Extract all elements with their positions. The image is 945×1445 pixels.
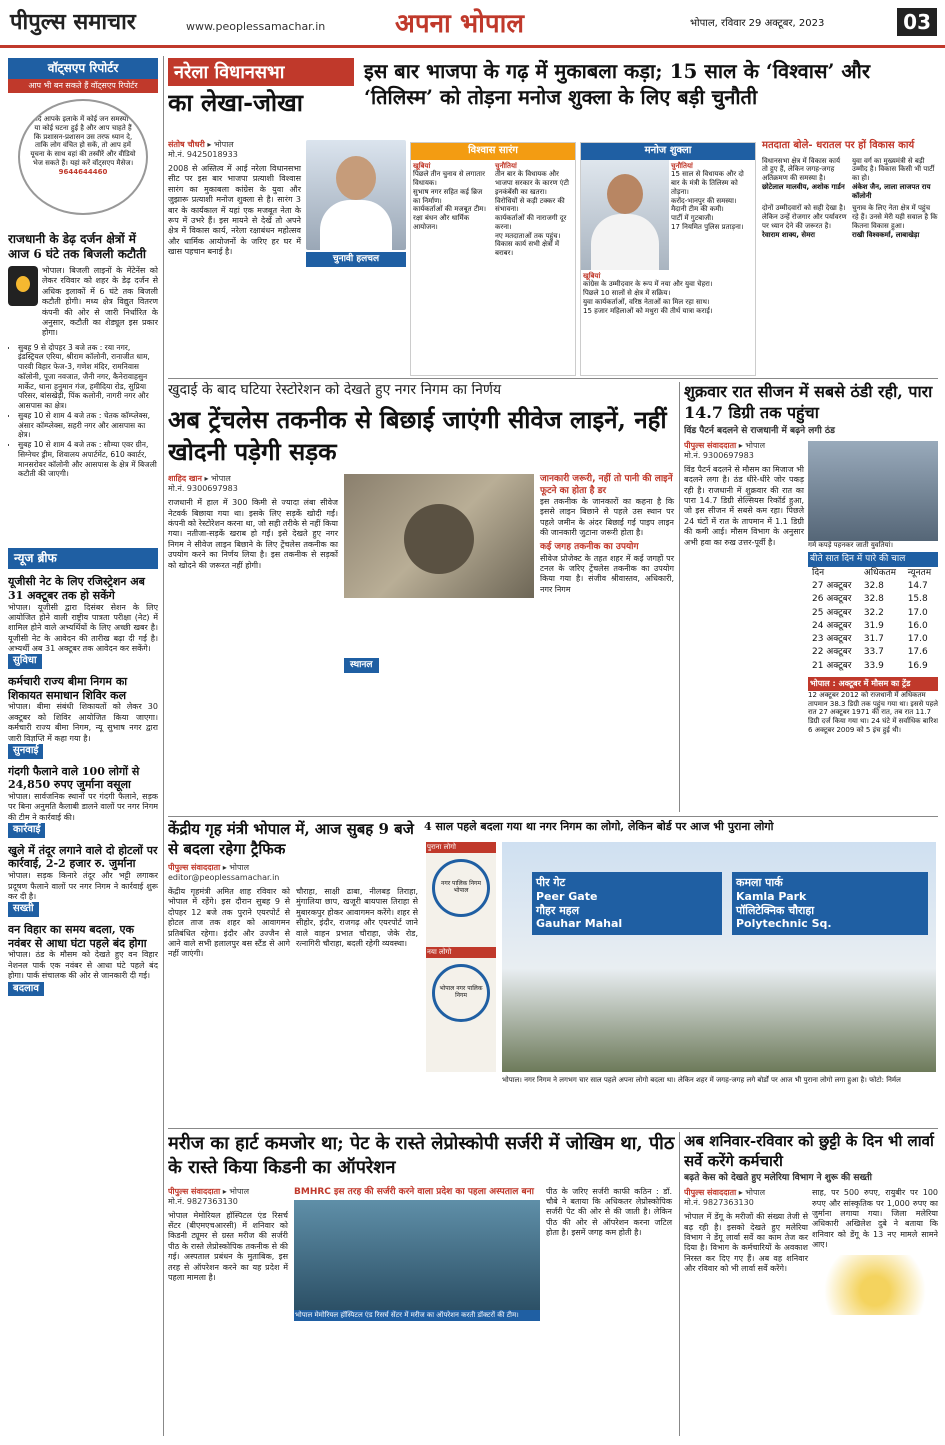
sewer-body-3: सीवेज प्रोजेक्ट के तहत शहर में कई जगहों पर टनल के जरिए ट्रेंचलेस तकनीक का उपयोग किया गया है। संजीव श्रीवास्तव, अधिकारी, नगर निगम <box>540 553 674 594</box>
sewer-headline: अब ट्रेंचलेस तकनीक से बिछाई जाएंगी सीवेज लाइनें, नहीं खोदनी पड़ेगी सड़क <box>168 404 667 466</box>
news-brief-column <box>8 548 158 1436</box>
old-logo-label: पुराना लोगो <box>426 842 496 853</box>
weather-mobile: मो.नं. 9300697983 <box>684 450 754 460</box>
temperature-table <box>808 567 938 673</box>
malaria-article: अब शनिवार-रविवार को छुट्टी के दिन भी लार्वा सर्वे करेंगे कर्मचारी बढ़ते केस को देखते हुए मलेरिया विभाग ने शुरू की सख्ती पीपुल्स संवाददाता ▸ भोपाल मो.नं. 9827363130 भोपाल में डेंगू के मरीजों की संख्या तेजी से बढ़ रही है। इसको देखते हुए मलेरिया विभाग ने डेंगू लार्वा सर्वे का काम तेज कर दिया है। विभाग के कर्मचारियों के अवकाश निरस्त कर दिए गए हैं। अब वह शनिवार और रविवार को भी लार्वा सर्वे करेंगे। साह, पर 500 रुपए, रायुबीर पर 100 रुपए और सांस्कृतिक पर 1,000 रुपए का जुर्माना लगाया गया। जिला मलेरिया अधिकारी अखिलेश दुबे ने बताया कि शनिवार को डेंगू के 13 नए मामले सामने आए। <box>684 1132 938 1436</box>
whatsapp-box <box>8 58 158 226</box>
weather-headline: शुक्रवार रात सीजन में सबसे ठंडी रही, पारा 14.7 डिग्री तक पहुंचा <box>684 382 933 422</box>
malaria-mobile: मो.नं. 9827363130 <box>684 1198 754 1208</box>
logo-board-headline: 4 साल पहले बदला गया था नगर निगम का लोगो, लेकिन बोर्ड पर आज भी पुराना लोगो <box>424 820 774 833</box>
surgery-body-2: पीठ के जरिए सर्जरी काफी कठिन : डॉ. चौबे ने बताया कि अधिकतर लेप्रोस्कोपिक सर्जरी पेट की ओर से की जाती है। लेकिन पीठ की ओर से ऑपरेशन करना जटिल होता है। इसमें जगह कम होती है। <box>546 1186 672 1238</box>
candidate-1-photo <box>306 140 406 250</box>
whatsapp-bubble <box>18 99 148 215</box>
surgery-mobile: मो.नं. 9827363130 <box>168 1196 238 1206</box>
challenge-item: करोंद-भानपुर की समस्या। <box>671 196 737 205</box>
dateline: भोपाल, रविवार 29 अक्टूबर, 2023 <box>690 18 825 29</box>
strength-item: कांग्रेस के उम्मीदवार के रूप में नया और युवा चेहरा। <box>583 280 713 289</box>
surgery-banner: BMHRC इस तरह की सर्जरी करने वाला प्रदेश का पहला अस्पताल बना <box>294 1186 534 1197</box>
election-headline: इस बार भाजपा के गढ़ में मुकाबला कड़ा; 15 साल के ‘विश्वास’ और ‘तिलिस्म’ को तोड़ना मनोज शुक्ला के लिए बड़ी चुनौती <box>364 59 871 109</box>
challenge-item: 17 नियमित पुलिस प्रताड़ना। <box>671 222 744 231</box>
sewer-photo <box>344 474 534 598</box>
traffic-body-2: चौराहा, साक्षी ढाबा, नीलबड़ तिराहा, मुंगालिया छाप, खजूरी बायपास तिराहा से मुबारकपुर होकर आवागमन करेंगे। शहर से सीहोर, इंदौर, राजगढ़ और एयरपोर्ट जाने वाले वाहन प्रभात चौराहा, जेके रोड, रत्नागिरी चौराहा, बदली रहेगी व्यवस्था। <box>296 887 418 948</box>
malaria-headline: अब शनिवार-रविवार को छुट्टी के दिन भी लार्वा सर्वे करेंगे कर्मचारी <box>684 1132 934 1170</box>
brief-body-5: भोपाल। ठंड के मौसम को देखते हुए वन विहार नेशनल पार्क एक नवंबर से आधा घंटे पहले बंद होगा। पार्क संचालक की ओर से जानकारी दी गई। <box>8 950 158 981</box>
voter-name: रेवाराम शाक्य, सेमरा <box>762 230 815 239</box>
malaria-body-2: साह, पर 500 रुपए, रायुबीर पर 100 रुपए और सांस्कृतिक पर 1,000 रुपए का जुर्माना लगाया गया। जिला मलेरिया अधिकारी अखिलेश दुबे ने बताया कि शनिवार को डेंगू के 13 नए मामले सामने आए। <box>812 1188 938 1250</box>
traffic-article: केंद्रीय गृह मंत्री भोपाल में, आज सुबह 9 बजे से बदला रहेगा ट्रैफिक पीपुल्स संवाददाता ▸ भोपाल editor@peoplessamachar.in केंद्रीय गृहमंत्री अमित शाह रविवार को भोपाल में रहेंगे। इस दौरान सुबह 9 से दोपहर 12 बजे तक पुराने एयरपोर्ट से होटल ताज तक शहर को आवागमन प्रतिबंधित रहेगा। इंदौर और उज्जैन से आने वाले सभी हलालपुर बस स्टैंड से आगे नहीं जाएंगी। चौराहा, साक्षी ढाबा, नीलबड़ तिराहा, मुंगालिया छाप, खजूरी बायपास तिराहा से मुबारकपुर होकर आवागमन करेंगे। शहर से सीहोर, इंदौर, राजगढ़ और एयरपोर्ट जाने वाले वाहन प्रभात चौराहा, जेके रोड, रत्नागिरी चौराहा, बदली रहेगी व्यवस्था। <box>168 820 418 959</box>
section-title: अपना भोपाल <box>395 9 524 39</box>
power-cut-list <box>8 343 158 480</box>
brief-body-1: भोपाल। यूजीसी द्वारा दिसंबर सेशन के लिए आयोजित होने वाली राष्ट्रीय पात्रता परीक्षा (नेट) में शामिल होने वाले अभ्यर्थियों के लिए अच्छी खबर है। यूजीसी नेट के आवेदन की तारीख बढ़ा दी गई है। अभ्यर्थी अब 31 अक्टूबर तक आवेदन कर सकेंगे। <box>8 602 158 654</box>
challenge-item: विकास कार्य सभी क्षेत्रों में बराबर। <box>495 240 560 257</box>
voter-quote: दोनों उम्मीदवारों को सही देखा है। लेकिन उन्हें रोजगार और पर्यावरण पर ध्यान देने की जरूरत है। <box>762 204 847 230</box>
newspaper-logo: पीपुल्स समाचार <box>10 9 136 35</box>
new-emblem: भोपाल नगर पालिक निगम <box>432 964 490 1022</box>
website-link[interactable]: www.peoplessamachar.in <box>186 20 326 33</box>
page-number: 03 <box>897 8 937 36</box>
sewer-city: भोपाल <box>211 474 231 484</box>
brief-tag-2: सुनवाई <box>8 744 43 759</box>
candidate-1-name: विश्वास सारंग <box>411 143 575 160</box>
weather-caption: गर्म कपड़े पहनकर जाती युवतियां। <box>808 540 894 549</box>
challenge-item: कार्यकर्ताओं की नाराजगी दूर करना। <box>495 214 567 231</box>
weather-body: विंड पैटर्न बदलने से मौसम का मिजाज भी बदलने लगा है। ठंड धीरे-धीरे जोर पकड़ रही है। राजधानी में शुक्रवार की रात का पारा 14.7 डिग्री सेल्सियस रिकॉर्ड हुआ, जो इस सीजन में सबसे कम रहा। पिछले 24 घंटों में रात के तापमान में 1.1 डिग्री की कमी आई। मौसम विभाग के अनुसार अभी हवा का रुख उत्तर-पूर्वी है। <box>684 464 804 547</box>
weather-photo <box>808 441 938 541</box>
election-section <box>168 56 938 376</box>
sign-text: Peer Gate <box>536 889 598 903</box>
whatsapp-body: यदि आपके इलाके में कोई जन समस्या है या कोई घटना हुई है और आप चाहते हैं कि प्रशासन-प्रशासन उस तरफ ध्यान दे, ताकि लोग वंचित हो सकें, तो आप हमें यूचना के साथ वहां की तस्वीरें और वीडियो भेज सकते हैं। यहां करें वॉट्सएप मैसेज। <box>30 115 136 167</box>
challenge-item: विरोधियों से कड़ी टक्कर की संभावना। <box>495 196 565 214</box>
voter-name: छोटेलाल मालवीय, अशोक गार्डन <box>762 182 845 191</box>
challenge-item: नए मतदाताओं तक पहुंच। <box>495 231 561 240</box>
challenge-item: तीन बार के विधायक और भाजपा सरकार के कारण एंटी इनकंबेंसी का खतरा। <box>495 170 569 196</box>
table-header: दिन <box>812 567 825 578</box>
sign-text: कमला पार्क <box>736 876 783 889</box>
challenges-label: चुनौतियां <box>495 161 517 170</box>
table-row: 24 अक्टूबर 31.9 16.0 <box>812 620 928 631</box>
voter-name: राखी विश्वकर्मा, लाबाखेड़ा <box>852 230 920 239</box>
news-brief-title: न्यूज ब्रीफ <box>8 548 158 569</box>
sign-text: पॉलिटेक्निक चौराहा <box>736 903 815 917</box>
whatsapp-sub: आप भी बन सकते हैं वॉट्सएप रिपोर्टर <box>8 79 158 93</box>
brief-tag-3: कार्रवाई <box>8 823 45 838</box>
surgery-headline: मरीज का हार्ट कमजोर था; पेट के रास्ते लेप्रोस्कोपी सर्जरी में जोखिम था, पीठ के रास्ते किया किडनी का ऑपरेशन <box>168 1133 675 1179</box>
weather-trend-body: 12 अक्टूबर 2012 को राजधानी में अधिकतम तापमान 38.3 डिग्री तक पहुंच गया था। इससे पहले रात 27 अक्टूबर 1971 की रात, तब रात 11.7 डिग्री दर्ज किया गया था। 24 घंटे में सर्वाधिक बारिश 6 अक्टूबर 2009 को 5 इंच हुई थी। <box>808 690 938 734</box>
voters-box <box>762 140 938 376</box>
table-row: 25 अक्टूबर 32.2 17.0 <box>812 607 928 618</box>
old-emblem: नगर पालिक निगम भोपाल <box>432 859 490 917</box>
power-cut-article <box>8 232 158 544</box>
surgery-caption: भोपाल मेमोरियल हॉस्पिटल एंड रिसर्च सेंटर में मरीज का ऑपरेशन करती डॉक्टरों की टीम। <box>294 1310 540 1321</box>
candidate-1-card <box>410 142 576 376</box>
sewer-body-2: इस तकनीक के जानकारों का कहना है कि इससे लाइन बिछाने से पहले उस स्थान पर पहले जमीन के अंदर बिछाई गई पाइप लाइन की जानकारी जुटाना जरूरी होता है। <box>540 496 674 537</box>
brief-body-3: भोपाल। सार्वजनिक स्थानों पर गंदगी फैलाने, सड़क पर बिना अनुमति कैलाबी डालने वालों पर नगर निगम की टीम ने कार्रवाई की। <box>8 792 158 822</box>
power-cut-item: • सुबह 9 से दोपहर 3 बजे तक : रया नगर, इंडस्ट्रियल एरिया, श्रीराम कॉलोनी, रानाजीत धाम, पारवी विहार फेज-3, गणेश मंदिर, रामनिवास कॉलोनी, पूजा नवजात, जैनी नगर, कैनेरावाहसुन मार्केट, थाना हनुमान गंज, हमीदिया रोड, सुप्रिया परिसर, बांसखेड़ी, पिंक कलोनी, नागरी नगर और आसपास का क्षेत्र। <box>18 343 158 411</box>
surgery-article: मरीज का हार्ट कमजोर था; पेट के रास्ते लेप्रोस्कोपी सर्जरी में जोखिम था, पीठ के रास्ते किया किडनी का ऑपरेशन पीपुल्स संवाददाता ▸ भोपाल मो.नं. 9827363130 भोपाल मेमोरियल हॉस्पिटल एंड रिसर्च सेंटर (बीएमएचआरसी) में शनिवार को किडनी ट्यूमर से ग्रस्त मरीज की सर्जरी पीठ के रास्ते लेप्रोस्कोपिक तकनीक से की गई। अस्पताल प्रबंधन के मुताबिक, इस तरह से ऑपरेशन करने का यह प्रदेश में पहला मामला है। BMHRC इस तरह की सर्जरी करने वाला प्रदेश का पहला अस्पताल बना भोपाल मेमोरियल हॉस्पिटल एंड रिसर्च सेंटर में मरीज का ऑपरेशन करती डॉक्टरों की टीम। पीठ के जरिए सर्जरी काफी कठिन : डॉ. चौबे ने बताया कि अधिकतर लेप्रोस्कोपिक सर्जरी पेट की ओर से की जाती है। लेकिन पीठ की ओर से ऑपरेशन करना जटिल होता है। इसमें जगह कम होती है। <box>168 1133 675 1319</box>
table-header: न्यूनतम <box>907 567 932 578</box>
strengths-label: खूबियां <box>413 161 431 170</box>
voter-quote: विधानसभा क्षेत्र में विकास कार्य तो हुए हैं, लेकिन जगह-जगह अतिक्रमण की समस्या है। <box>762 156 841 182</box>
malaria-subhead: बढ़ते केस को देखते हुए मलेरिया विभाग ने शुरू की सख्ती <box>684 1173 872 1183</box>
power-cut-body: भोपाल। बिजली लाइनों के मेंटेनेंस को लेकर रविवार को शहर के डेढ़ दर्जन से अधिक इलाकों में 6 घंटे तक बिजली कटौती होगी। मध्य क्षेत्र विद्युत वितरण कंपनी की ओर से जारी निर्धारित के अनुसार, कटौती का शेड्यूल इस प्रकार होगा। <box>42 266 158 338</box>
traffic-headline: केंद्रीय गृह मंत्री भोपाल में, आज सुबह 9 बजे से बदला रहेगा ट्रैफिक <box>168 820 414 858</box>
sewer-article: खुदाई के बाद घटिया रेस्टोरेशन को देखते हुए नगर निगम का निर्णय अब ट्रेंचलेस तकनीक से बिछाई जाएंगी सीवेज लाइनें, नहीं खोदनी पड़ेगी सड़क शाहिद खान ▸ भोपाल मो.नं. 9300697983 राजधानी में हाल में 300 किमी से ज्यादा लंबा सीवेज नेटवर्क बिछाया गया था। इसके लिए सड़कें खोदी गईं। कंपनी को रेस्टोरेशन करना था, जो सही तरीके से नहीं किया गया। नतीजा-सड़कें खराब हो गईं। इसे देखते हुए नगर निगम ने सीवेज लाइन बिछाने के लिए ट्रेंचलेस तकनीक का उपयोग करने का निर्णय लिया है। इस तकनीक से सड़कों को खोदने की जरूरत नहीं होगी। जानकारी जरूरी, नहीं तो पानी की लाइनें फूटने का होता है डर इस तकनीक के जानकारों का कहना है कि इससे लाइन बिछाने से पहले उस स्थान पर पहले जमीन के अंदर बिछाई गई पाइप लाइन की जानकारी जुटाना जरूरी होता है। कई जगह तकनीक का उपयोग सीवेज प्रोजेक्ट के तहत शहर में कई जगहों पर टनल के जरिए ट्रेंचलेस तकनीक का उपयोग किया गया है। संजीव श्रीवास्तव, अधिकारी, नगर निगम स्थानल <box>168 382 676 812</box>
weather-article: शुक्रवार रात सीजन में सबसे ठंडी रही, पारा 14.7 डिग्री तक पहुंचा विंड पैटर्न बदलने से राजधानी में बढ़ने लगी ठंड पीपुल्स संवाददाता ▸ भोपाल मो.नं. 9300697983 विंड पैटर्न बदलने से मौसम का मिजाज भी बदलने लगा है। ठंड धीरे-धीरे जोर पकड़ रही है। राजधानी में शुक्रवार की रात का पारा 14.7 डिग्री सेल्सियस रिकॉर्ड हुआ, जो इस सीजन में सबसे कम रहा। पिछले 24 घंटों में रात के तापमान में 1.1 डिग्री की कमी आई। मौसम विभाग के अनुसार अभी हवा का रुख उत्तर-पूर्वी है। गर्म कपड़े पहनकर जाती युवतियां। बीते सात दिन में पारे की चाल दिन अधिकतम न्यूनतम 27 अक्टूबर 32.8 14.7 26 अक्टूबर 32.8 15.8 25 अक्टूबर 32.2 17.0 24 अक्टूबर 31.9 16.0 23 अक्टूबर 31.7 17.0 22 अक्टूबर 33.7 17.6 21 अक्टूबर 33.9 16.9 भोपाल : अक्टूबर में मौसम का ट्रेंड 12 अक्टूबर 2012 को राजधानी में अधिकतम तापमान 38.3 डिग्री तक पहुंच गया था। इससे पहले रात 27 अक्टूबर 1971 की रात, तब रात 11.7 डिग्री दर्ज किया गया था। 24 घंटे में सर्वाधिक बारिश 6 अक्टूबर 2009 को 5 इंच हुई थी। <box>684 382 938 734</box>
challenge-item: पार्टी में गुटबाजी। <box>671 214 714 222</box>
emblem-panel <box>426 842 496 1072</box>
logo-board-caption: भोपाल। नगर निगम ने लगभग चार साल पहले अपना लोगो बदला था। लेकिन शहर में जगह-जगह लगे बोर्डों पर आज भी पुराना लोगो लगा हुआ है। फोटो: निर्मल <box>502 1076 901 1084</box>
malaria-byline: पीपुल्स संवाददाता <box>684 1188 737 1198</box>
whatsapp-title: वॉट्सएप रिपोर्टर <box>8 58 158 79</box>
strength-item: युवा कार्यकर्ताओं, वरिष्ठ नेताओं का मिल रहा साथ। <box>583 297 710 306</box>
power-cut-item: • सुबह 10 से शाम 4 बजे तक : सौम्या एवर ग्रीन, सिग्नेचर ड्रीम, शिवालय अपार्टमेंट, 610 क्वार्टर, मानसरोवर कॉलोनी और आसपास के क्षेत्र में बिजली कटौती की जाएगी। <box>18 440 158 479</box>
sewer-kicker: खुदाई के बाद घटिया रेस्टोरेशन को देखते हुए नगर निगम का निर्णय <box>168 382 502 398</box>
bulb-icon <box>8 266 38 306</box>
strength-item: सुभाष नगर सहित कई ब्रिज का निर्माण। <box>413 187 483 205</box>
election-tag: नरेला विधानसभा <box>168 58 354 86</box>
brief-headline-3: गंदगी फैलाने वाले 100 लोगों से 24,850 रुपए जुर्माना वसूला <box>8 764 140 792</box>
strength-item: पिछले तीन चुनाव से लगातार विधायक। <box>413 170 485 187</box>
signboard-right <box>732 872 928 935</box>
candidate-2-card <box>580 142 756 376</box>
election-body: 2008 से अस्तित्व में आई नरेला विधानसभा सीट पर इस बार भाजपा प्रत्याशी विश्वास सारंग का मुकाबला कांग्रेस के युवा और जुझारू प्रत्याशी मनोज शुक्ला से है। सारंग 3 बार के कार्यकाल में यहां एक मजबूत नेता के रूप में उभरे हैं। इस मायने से देखें तो अपने क्षेत्र में विकास कार्य, नरेला रक्षाबंधन महोत्सव और धार्मिक आयोजनों के जरिए हर घर में खास पहचान बनाई है। <box>168 164 301 257</box>
sign-text: Gauhar Mahal <box>536 917 623 931</box>
sign-text: गौहर महल <box>536 903 580 917</box>
table-row: 22 अक्टूबर 33.7 17.6 <box>812 647 928 658</box>
election-byline: संतोष चौधरी ▸ भोपाल <box>168 140 234 149</box>
signboard-photo <box>502 842 936 1072</box>
voter-quote: युवा वर्ग का मुख्यमंत्री से बड़ी उम्मीद है। विकास किसी भी पार्टी का हो। <box>852 156 935 182</box>
surgery-byline: पीपुल्स संवाददाता <box>168 1186 221 1196</box>
traffic-byline: पीपुल्स संवाददाता <box>168 863 221 872</box>
table-row: 26 अक्टूबर 32.8 15.8 <box>812 594 928 605</box>
sewer-body: राजधानी में हाल में 300 किमी से ज्यादा लंबा सीवेज नेटवर्क बिछाया गया था। इसके लिए सड़कें खोदी गईं। कंपनी को रेस्टोरेशन करना था, जो सही तरीके से नहीं किया गया। नतीजा-सड़कें खराब हो गईं। इसे देखते हुए नगर निगम ने सीवेज लाइन बिछाने के लिए ट्रेंचलेस तकनीक का उपयोग करने का निर्णय लिया है। इस तकनीक से सड़कों को खोदने की जरूरत नहीं होगी। <box>168 498 338 570</box>
whatsapp-number[interactable]: 9644644460 <box>58 167 108 176</box>
logo-board-article <box>424 820 938 1124</box>
brief-tag-5: बदलाव <box>8 982 44 997</box>
weather-subhead: विंड पैटर्न बदलने से राजधानी में बढ़ने लगी ठंड <box>684 425 835 436</box>
sewer-label: स्थानल <box>344 658 379 673</box>
election-subtag: का लेखा-जोखा <box>168 88 303 117</box>
table-header: अधिकतम <box>863 567 896 578</box>
table-row: 21 अक्टूबर 33.9 16.9 <box>812 660 928 671</box>
brief-tag-4: सख्ती <box>8 902 39 917</box>
brief-headline-5: वन विहार का समय बदला, एक नवंबर से आधा घंटा पहले बंद होगा <box>8 922 147 950</box>
candidate-2-photo <box>581 160 669 270</box>
sign-text: Polytechnic Sq. <box>736 917 832 931</box>
surgery-body: भोपाल मेमोरियल हॉस्पिटल एंड रिसर्च सेंटर (बीएमएचआरसी) में शनिवार को किडनी ट्यूमर से ग्रस्त मरीज की सर्जरी पीठ के रास्ते लेप्रोस्कोपिक तकनीक से की गई। अस्पताल प्रबंधन के मुताबिक, इस तरह से ऑपरेशन करने का यह प्रदेश में पहला मामला है। <box>168 1210 288 1282</box>
traffic-body: केंद्रीय गृहमंत्री अमित शाह रविवार को भोपाल में रहेंगे। इस दौरान सुबह 9 से दोपहर 12 बजे तक पुराने एयरपोर्ट से होटल ताज तक शहर को आवागमन प्रतिबंधित रहेगा। इंदौर और उज्जैन से आने वाले सभी हलालपुर बस स्टैंड से आगे नहीं जाएंगी। <box>168 887 290 959</box>
malaria-city: भोपाल <box>745 1188 766 1198</box>
voter-name: अंकेश जैन, लाला लाजपत राय कॉलोनी <box>852 182 931 200</box>
surgery-city: भोपाल <box>229 1186 250 1196</box>
strength-item: रक्षा बंधन और धार्मिक आयोजन। <box>413 214 470 231</box>
sewer-mobile: मो.नं. 9300697983 <box>168 484 238 494</box>
brief-headline-4: खुले में तंदूर लगाने वाले दो होटलों पर कार्रवाई, 2-2 हजार रु. जुर्माना <box>8 843 158 871</box>
traffic-city: भोपाल <box>229 863 250 872</box>
table-row: 23 अक्टूबर 31.7 17.0 <box>812 634 928 645</box>
brief-headline-1: यूजीसी नेट के लिए रजिस्ट्रेशन अब 31 अक्टूबर तक हो सकेंगे <box>8 575 145 602</box>
strength-item: कार्यकर्ताओं की मजबूत टीम। <box>413 205 486 214</box>
strength-item: पिछले 10 सालों से क्षेत्र में सक्रिय। <box>583 289 671 297</box>
sign-text: Kamla Park <box>736 889 807 903</box>
mosquito-icon <box>812 1255 938 1315</box>
power-cut-item: • सुबह 10 से शाम 4 बजे तक : चेतक कॉम्प्लेक्स, अंसार कॉम्प्लेक्स, सहरी नगर और आसपास का क्षेत्र। <box>18 411 158 440</box>
candidate-2-name: मनोज शुक्ला <box>581 143 755 160</box>
masthead <box>0 0 945 48</box>
weather-city: भोपाल <box>745 440 766 450</box>
weather-byline: पीपुल्स संवाददाता <box>684 440 737 450</box>
traffic-email[interactable]: editor@peoplessamachar.in <box>168 873 280 882</box>
challenge-item: मैदानी टीम की कमी। <box>671 205 724 214</box>
sewer-byline: शाहिद खान <box>168 474 202 484</box>
sewer-subhead-2: कई जगह तकनीक का उपयोग <box>540 542 639 553</box>
challenges-label: चुनौतियां <box>671 161 693 170</box>
brief-body-2: भोपाल। बीमा संबंधी शिकायतों को लेकर 30 अक्टूबर को शिविर आयोजित किया जाएगा। कर्मचारी राज्य बीमा निगम, न्यू सुभाष नगर द्वारा जारी विज्ञप्ति में कहा गया है। <box>8 702 158 743</box>
temp-table-title: बीते सात दिन में पारे की चाल <box>808 552 938 567</box>
brief-body-4: भोपाल। सड़क किनारे तंदूर और भट्टी लगाकर प्रदूषण फैलाने वालों पर नगर निगम ने कार्रवाई शुरू कर दी है। <box>8 871 158 901</box>
table-row: 27 अक्टूबर 32.8 14.7 <box>812 581 928 592</box>
surgery-photo <box>294 1200 540 1310</box>
power-cut-headline: राजधानी के डेढ़ दर्जन क्षेत्रों में आज 6 घंटे तक बिजली कटौती <box>8 232 147 261</box>
election-label: चुनावी हलचल <box>306 252 406 267</box>
sign-text: पीर गेट <box>536 876 566 889</box>
voter-quote: चुनाव के लिए नेता क्षेत्र में पहुंच रहे हैं। उनसे मेरी यही सवाल है कि कितना विकास हुआ। <box>852 204 938 230</box>
brief-tag-1: सुविधा <box>8 654 42 669</box>
challenge-item: 15 साल से विधायक और दो बार के मंत्री के तिलिस्म को तोड़ना। <box>671 170 744 196</box>
voters-title: मतदाता बोले- धरातल पर हों विकास कार्य <box>762 140 915 151</box>
signboard-left <box>532 872 722 935</box>
weather-trend-title: भोपाल : अक्टूबर में मौसम का ट्रेंड <box>808 677 938 691</box>
strength-item: 15 हजार महिलाओं को मथुरा की तीर्थ यात्रा कराई। <box>583 306 713 315</box>
brief-headline-2: कर्मचारी राज्य बीमा निगम का शिकायत समाधान शिविर कल <box>8 674 128 702</box>
new-logo-label: नया लोगो <box>426 947 496 958</box>
strengths-label: खूबियां <box>583 271 601 280</box>
election-mobile: मो.नं. 9425018933 <box>168 150 238 159</box>
malaria-body: भोपाल में डेंगू के मरीजों की संख्या तेजी से बढ़ रही है। इसको देखते हुए मलेरिया विभाग ने डेंगू लार्वा सर्वे का काम तेज कर दिया है। विभाग के कर्मचारियों के अवकाश निरस्त कर दिए गए हैं। अब वह शनिवार और रविवार को भी लार्वा सर्वे करेंगे। <box>684 1212 808 1274</box>
sewer-subhead-1: जानकारी जरूरी, नहीं तो पानी की लाइनें फूटने का होता है डर <box>540 474 673 496</box>
